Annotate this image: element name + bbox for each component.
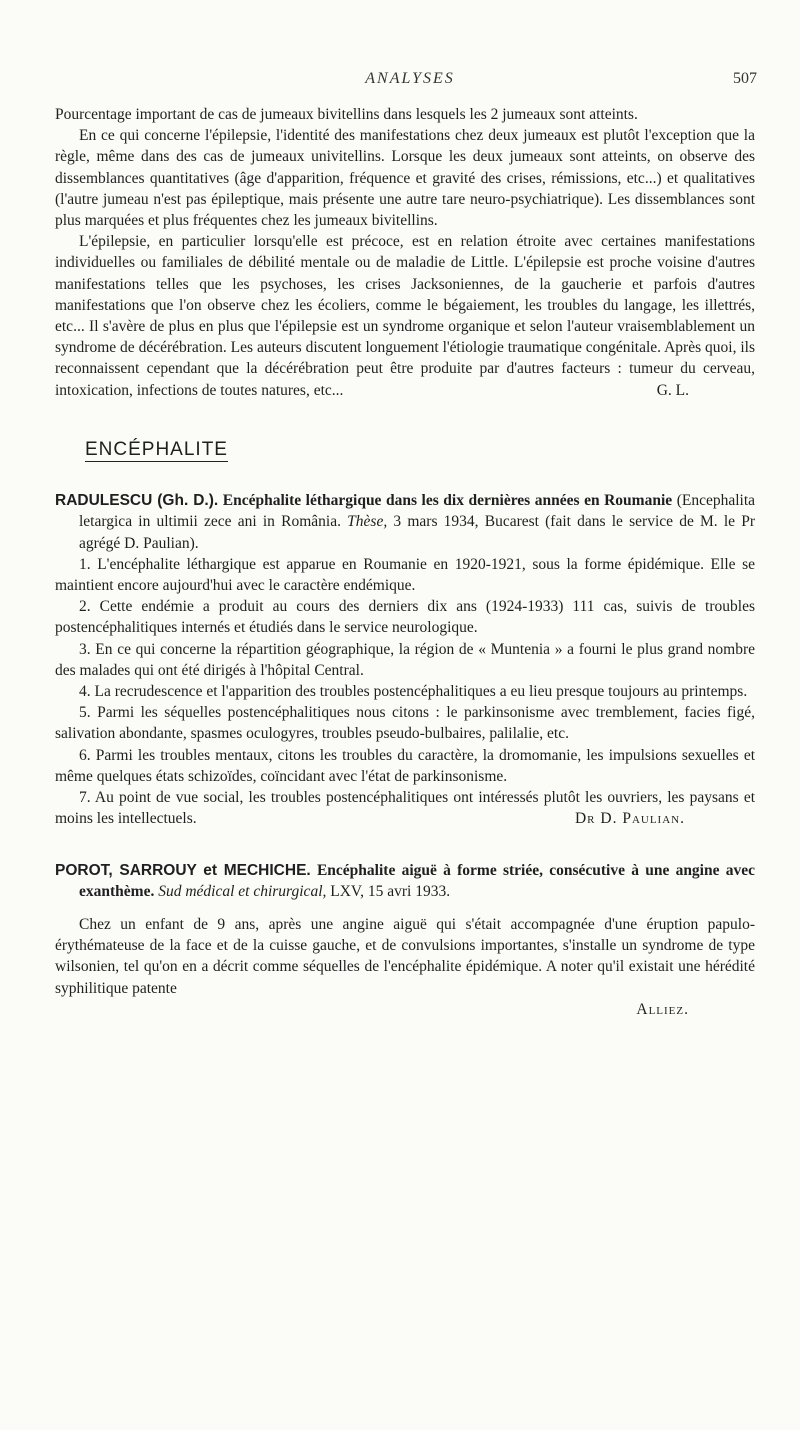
article-1-header bbox=[55, 490, 755, 554]
article-2-signature: Alliez. bbox=[636, 1000, 689, 1018]
article-1-source-detail: 3 mars 1934, Bucarest (fait dans le service de M. le Pr agrégé D. Paulian). bbox=[79, 513, 756, 552]
article-1-source: (Encephalita letargica in ultimii zece ani in România. bbox=[79, 492, 756, 531]
article-1-item-7-text: 7. Au point de vue social, les troubles postencéphalitiques ont intéressés plutôt les ouvriers, les paysans et moins les intellectuels. bbox=[55, 789, 755, 828]
article-2-author: POROT, SARROUY et MECHICHE. bbox=[55, 861, 311, 879]
section-heading: ENCÉPHALITE bbox=[85, 439, 228, 462]
page-content bbox=[55, 104, 755, 1020]
article-1-title: Encéphalite léthargique dans les dix dernières années en Roumanie bbox=[222, 492, 673, 510]
continuation-paragraph-3: L'épilepsie, en particulier lorsqu'elle est précoce, est en relation étroite avec certaines manifestations individuelles ou familiales de débilité mentale ou de maladie de Little. L'épilepsie est proche voisine d'autres manifestations telles que les psychoses, les crises Jacksoniennes, de la gaucherie et parfois d'autres manifestations que l'on observe chez les écoliers, comme le bégaiement, les troubles du langage, les illettrés, etc... Il s'avère de plus en plus que l'épilepsie est un syndrome organique et selon l'auteur vraisemblablement un syndrome de décérébration. Les auteurs discutent longuement l'étiologie traumatique congénitale. Après quoi, ils reconnaissent cependant que la décérébration peut être produite par d'autres facteurs : tumeur du cerveau, intoxication, infections de toutes natures, etc... bbox=[55, 233, 755, 399]
article-2-body: Chez un enfant de 9 ans, après une angine aiguë qui s'était accompagnée d'une éruption papulo-érythémateuse de la face et de la cuisse gauche, et de convulsions importantes, s'installe un syndrome de type wilsonien, tel qu'on en a décrit comme séquelles de l'encéphalite épidémique. A noter qu'il existait une hérédité syphilitique patente bbox=[55, 915, 755, 997]
article-1-author: RADULESCU (Gh. D.). bbox=[55, 492, 219, 510]
article-2-header bbox=[55, 860, 755, 902]
article-1-citation bbox=[55, 490, 755, 554]
page-number: 507 bbox=[733, 70, 757, 87]
article-1-item-5: 5. Parmi les séquelles postencéphalitiques nous citons : le parkinsonisme avec tremblement, facies figé, salivation abondante, spasmes oculogyres, troubles pseudo-bulbaires, palilalie, etc. bbox=[55, 704, 755, 743]
article-1-source-type: Thèse, bbox=[347, 513, 388, 531]
article-1-item-7 bbox=[55, 787, 755, 829]
article-2-source-detail: LXV, 15 avri 1933. bbox=[330, 882, 451, 900]
article-1-item-4: 4. La recrudescence et l'apparition des troubles postencéphalitiques a eu lieu presque toujours au printemps. bbox=[79, 683, 748, 701]
article-2-title: Encéphalite aiguë à forme striée, consécutive à une angine avec exanthème. bbox=[79, 861, 755, 900]
continuation-paragraph-2: En ce qui concerne l'épilepsie, l'identité des manifestations chez deux jumeaux est plutôt l'exception que la règle, même dans des cas de jumeaux univitellins. Lorsque les deux jumeaux sont atteints, on observe des dissemblances quantitatives (âge d'apparition, fréquence et gravité des crises, rémissions, etc...) et qualitatives (l'autre jumeau n'est pas épileptique, mais présente une autre tare neuro-psychiatrique). Les dissemblances sont plus marquées et plus fréquentes chez les jumeaux bivitellins. bbox=[55, 127, 755, 230]
article-1-item-1: 1. L'encéphalite léthargique est apparue en Roumanie en 1920-1921, sous la forme épidémique. Elle se maintient encore aujourd'hui avec le caractère endémique. bbox=[55, 555, 755, 595]
running-header bbox=[55, 70, 765, 94]
running-title: ANALYSES bbox=[365, 70, 455, 87]
spacer bbox=[55, 902, 755, 914]
article-2-citation bbox=[55, 860, 755, 902]
article-1-item-2: 2. Cette endémie a produit au cours des derniers dix ans (1924-1933) 111 cas, suivis de troubles postencéphalitiques internés et étudiés dans le service neurologique. bbox=[55, 598, 755, 637]
article-2-source-journal: Sud médical et chirurgical, bbox=[158, 882, 327, 900]
continuation-signature: G. L. bbox=[656, 381, 689, 399]
article-1-signature: Dr D. Paulian. bbox=[574, 810, 685, 828]
article-1-item-3: 3. En ce qui concerne la répartition géographique, la région de « Muntenia » a fourni le plus grand nombre des malades qui ont été dirigés à l'hôpital Central. bbox=[55, 640, 755, 679]
article-1-item-6: 6. Parmi les troubles mentaux, citons les troubles du caractère, la dromomanie, les impulsions sexuelles et même quelques états schizoïdes, coïncidant avec l'état de parkinsonisme. bbox=[55, 746, 755, 785]
spacer bbox=[55, 830, 755, 860]
continuation-paragraph-1: Pourcentage important de cas de jumeaux bivitellins dans lesquels les 2 jumeaux sont atteints. bbox=[55, 106, 638, 123]
